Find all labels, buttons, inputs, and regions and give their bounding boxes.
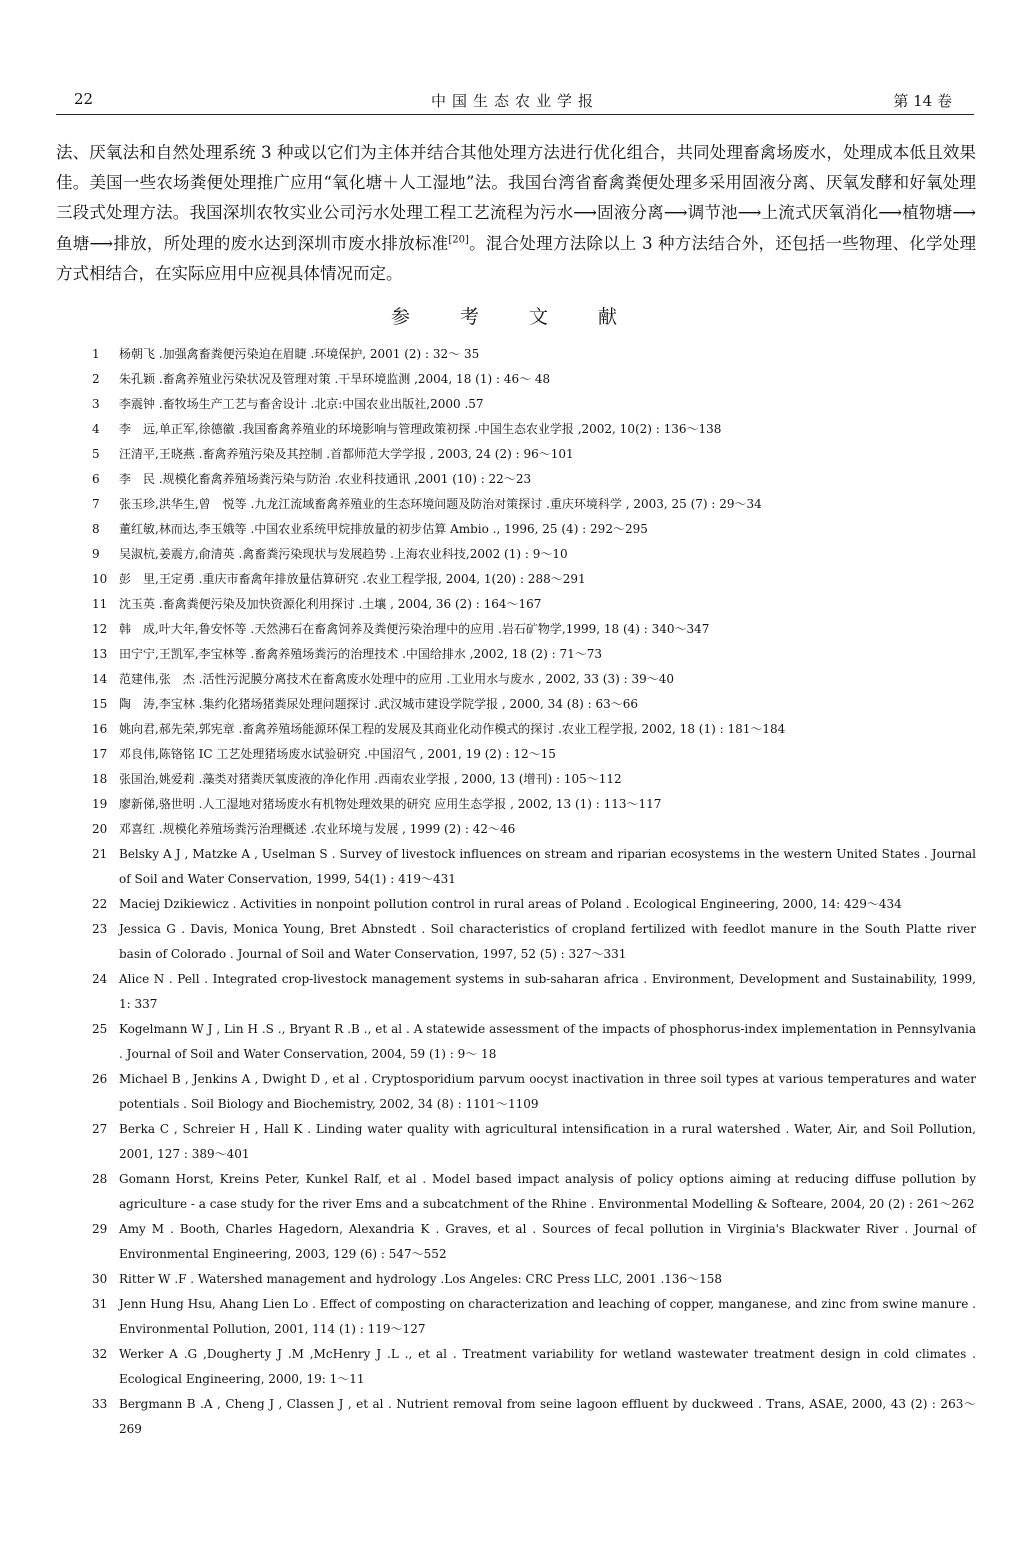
reference-item <box>92 367 976 392</box>
reference-item <box>92 1342 976 1392</box>
reference-number: 2 <box>92 372 100 386</box>
reference-number: 8 <box>92 522 100 536</box>
reference-text: 陶 涛,李宝林 .集约化猪场猪粪尿处理问题探讨 .武汉城市建设学院学报 , 2000, 34 (8) : 63～66 <box>119 697 638 711</box>
reference-number: 30 <box>92 1272 108 1286</box>
reference-number: 29 <box>92 1222 108 1236</box>
citation-marker[interactable]: [20] <box>448 234 469 246</box>
reference-item <box>92 392 976 417</box>
paragraph-text <box>56 138 976 289</box>
reference-item <box>92 817 976 842</box>
reference-number: 22 <box>92 897 108 911</box>
reference-number: 14 <box>92 672 108 686</box>
reference-number: 19 <box>92 797 108 811</box>
reference-list <box>92 342 976 1442</box>
page-number: 22 <box>74 90 94 108</box>
reference-number: 28 <box>92 1172 108 1186</box>
reference-item <box>92 842 976 892</box>
reference-item <box>92 892 976 917</box>
reference-number: 23 <box>92 922 108 936</box>
reference-number: 17 <box>92 747 108 761</box>
paragraph-end: 。混合处理方法除以上 3 种方法结合外，还包括一些物理、化学处理方式相结合，在实际应用中应视具体情况而定。 <box>56 233 976 283</box>
reference-item <box>92 767 976 792</box>
reference-item <box>92 1017 976 1067</box>
reference-item <box>92 342 976 367</box>
reference-text: Ritter W .F . Watershed management and hydrology .Los Angeles: CRC Press LLC, 2001 .136～158 <box>119 1272 723 1286</box>
reference-number: 10 <box>92 572 108 586</box>
reference-text: 李 远,单正军,徐德徽 .我国畜禽养殖业的环境影响与管理政策初探 .中国生态农业学报 ,2002, 10(2) : 136～138 <box>119 422 722 436</box>
reference-item <box>92 1392 976 1442</box>
reference-number: 7 <box>92 497 100 511</box>
reference-item <box>92 417 976 442</box>
running-header <box>56 90 974 115</box>
reference-number: 25 <box>92 1022 108 1036</box>
reference-text: 汪清平,王晓燕 .畜禽养殖污染及其控制 .首都师范大学学报 , 2003, 24 (2) : 96～101 <box>119 447 574 461</box>
reference-number: 18 <box>92 772 108 786</box>
reference-text: Amy M . Booth, Charles Hagedorn, Alexandria K . Graves, et al . Sources of fecal pollution in Virginia's Blackwater River . Journal of Environmental Engineering, 2003, 129 (6) : 547～552 <box>119 1222 976 1261</box>
reference-item <box>92 542 976 567</box>
reference-number: 3 <box>92 397 100 411</box>
reference-number: 15 <box>92 697 108 711</box>
reference-text: Gomann Horst, Kreins Peter, Kunkel Ralf, et al . Model based impact analysis of policy options aiming at reducing diffuse pollution by agriculture - a case study for the river Ems and a subcatchment of the Rhine . Environmental Modelling & Softeare, 2004, 20 (2) : 261～262 <box>119 1172 976 1211</box>
reference-number: 27 <box>92 1122 108 1136</box>
reference-text: Jenn Hung Hsu, Ahang Lien Lo . Effect of composting on characterization and leaching of copper, manganese, and zinc from swine manure . Environmental Pollution, 2001, 114 (1) : 119～127 <box>119 1297 976 1336</box>
reference-item <box>92 1117 976 1167</box>
reference-item <box>92 1067 976 1117</box>
reference-item <box>92 1292 976 1342</box>
reference-text: 廖新俤,骆世明 .人工湿地对猪场废水有机物处理效果的研究 应用生态学报 , 2002, 13 (1) : 113～117 <box>119 797 662 811</box>
reference-number: 24 <box>92 972 108 986</box>
reference-item <box>92 567 976 592</box>
reference-text: 董红敏,林而达,李玉娥等 .中国农业系统甲烷排放量的初步估算 Ambio ., 1996, 25 (4) : 292～295 <box>119 522 648 536</box>
reference-item <box>92 467 976 492</box>
reference-item <box>92 917 976 967</box>
reference-text: 李震钟 .畜牧场生产工艺与畜舍设计 .北京:中国农业出版社,2000 .57 <box>119 397 484 411</box>
reference-item <box>92 967 976 1017</box>
reference-text: 姚向君,郝先荣,郭宪章 .畜禽养殖场能源环保工程的发展及其商业化动作模式的探讨 .农业工程学报, 2002, 18 (1) : 181～184 <box>119 722 786 736</box>
reference-text: 张玉珍,洪华生,曾 悦等 .九龙江流域畜禽养殖业的生态环境问题及防治对策探讨 .重庆环境科学 , 2003, 25 (7) : 29～34 <box>119 497 762 511</box>
reference-text: 田宁宁,王凯军,李宝林等 .畜禽养殖场粪污的治理技术 .中国给排水 ,2002, 18 (2) : 71～73 <box>119 647 602 661</box>
reference-number: 33 <box>92 1397 108 1411</box>
reference-number: 13 <box>92 647 108 661</box>
volume-label: 第 14 卷 <box>893 92 952 110</box>
reference-item <box>92 592 976 617</box>
reference-item <box>92 517 976 542</box>
body-paragraph <box>56 138 976 289</box>
reference-text: 沈玉英 .畜禽粪便污染及加快资源化利用探讨 .土壤 , 2004, 36 (2) : 164～167 <box>119 597 542 611</box>
reference-item <box>92 692 976 717</box>
reference-text: Werker A .G ,Dougherty J .M ,McHenry J .L ., et al . Treatment variability for wetland wastewater treatment design in cold climates . Ecological Engineering, 2000, 19: 1～11 <box>119 1347 976 1386</box>
reference-number: 9 <box>92 547 100 561</box>
reference-text: 韩 成,叶大年,鲁安怀等 .天然沸石在畜禽饲养及粪便污染治理中的应用 .岩石矿物学,1999, 18 (4) : 340～347 <box>119 622 710 636</box>
reference-item <box>92 742 976 767</box>
journal-title: 中国生态农业学报 <box>430 92 599 110</box>
reference-number: 31 <box>92 1297 108 1311</box>
reference-number: 11 <box>92 597 108 611</box>
reference-item <box>92 792 976 817</box>
reference-text: 彭 里,王定勇 .重庆市畜禽年排放量估算研究 .农业工程学报, 2004, 1(20) : 288～291 <box>119 572 586 586</box>
reference-text: Jessica G . Davis, Monica Young, Bret Abnstedt . Soil characteristics of cropland fertilized with feedlot manure in the South Platte river basin of Colorado . Journal of Soil and Water Conservation, 1997, 52 (5) : 327～331 <box>119 922 976 961</box>
reference-text: Maciej Dzikiewicz . Activities in nonpoint pollution control in rural areas of Poland . Ecological Engineering, 2000, 14: 429～434 <box>119 897 902 911</box>
reference-text: 李 民 .规模化畜禽养殖场粪污染与防治 .农业科技通讯 ,2001 (10) : 22～23 <box>119 472 532 486</box>
reference-number: 21 <box>92 847 108 861</box>
references-heading: 参 考 文 献 <box>390 306 640 328</box>
reference-number: 12 <box>92 622 108 636</box>
reference-item <box>92 617 976 642</box>
reference-text: Michael B , Jenkins A , Dwight D , et al . Cryptosporidium parvum oocyst inactivation in three soil types at various temperatures and water potentials . Soil Biology and Biochemistry, 2002, 34 (8) : 1101～1109 <box>119 1072 976 1111</box>
reference-text: 邓喜红 .规模化养殖场粪污治理概述 .农业环境与发展 , 1999 (2) : 42～46 <box>119 822 516 836</box>
reference-item <box>92 717 976 742</box>
reference-number: 4 <box>92 422 100 436</box>
reference-number: 6 <box>92 472 100 486</box>
reference-text: Belsky A J , Matzke A , Uselman S . Survey of livestock influences on stream and riparian ecosystems in the western United States . Journal of Soil and Water Conservation, 1999, 54(1) : 419～431 <box>119 847 976 886</box>
reference-item <box>92 442 976 467</box>
reference-item <box>92 492 976 517</box>
reference-text: Berka C , Schreier H , Hall K . Linding water quality with agricultural intensification in a rural watershed . Water, Air, and Soil Pollution, 2001, 127 : 389～401 <box>119 1122 976 1161</box>
reference-item <box>92 642 976 667</box>
reference-item <box>92 1267 976 1292</box>
reference-item <box>92 1167 976 1217</box>
reference-text: Bergmann B .A , Cheng J , Classen J , et al . Nutrient removal from seine lagoon effluent by duckweed . Trans, ASAE, 2000, 43 (2) : 263～269 <box>119 1397 976 1436</box>
reference-number: 1 <box>92 347 100 361</box>
reference-item <box>92 1217 976 1267</box>
reference-item <box>92 667 976 692</box>
reference-text: Alice N . Pell . Integrated crop-livestock management systems in sub-saharan africa . Environment, Development and Sustainability, 1999, 1: 337 <box>119 972 976 1011</box>
reference-text: 邓良伟,陈铬铭 IC 工艺处理猪场废水试验研究 .中国沼气 , 2001, 19 (2) : 12～15 <box>119 747 556 761</box>
reference-text: Kogelmann W J , Lin H .S ., Bryant R .B ., et al . A statewide assessment of the impacts of phosphorus-index implementation in Pennsylvania . Journal of Soil and Water Conservation, 2004, 59 (1) : 9～ 18 <box>119 1022 976 1061</box>
reference-number: 26 <box>92 1072 108 1086</box>
reference-number: 5 <box>92 447 100 461</box>
reference-text: 杨朝飞 .加强禽畜粪便污染迫在眉睫 .环境保护, 2001 (2) : 32～ 35 <box>119 347 480 361</box>
reference-number: 20 <box>92 822 108 836</box>
reference-number: 16 <box>92 722 108 736</box>
reference-text: 范建伟,张 杰 .活性污泥膜分离技术在畜禽废水处理中的应用 .工业用水与废水 , 2002, 33 (3) : 39～40 <box>119 672 674 686</box>
reference-number: 32 <box>92 1347 108 1361</box>
reference-text: 吴淑杭,姜震方,俞清英 .禽畜粪污染现状与发展趋势 .上海农业科技,2002 (1) : 9～10 <box>119 547 568 561</box>
paragraph-main: 法、厌氧法和自然处理系统 3 种或以它们为主体并结合其他处理方法进行优化组合，共同处理畜禽场废水，处理成本低且效果佳。美国一些农场粪便处理推广应用“氧化塘＋人工湿地”法。我国台湾省畜禽粪便处理多采用固液分离、厌氧发酵和好氧处理三段式处理方法。我国深圳农牧实业公司污水处理工程工艺流程为污水⟶固液分离⟶调节池⟶上流式厌氧消化⟶植物塘⟶鱼塘⟶排放，所处理的废水达到深圳市废水排放标准 <box>56 143 976 253</box>
reference-text: 朱孔颖 .畜禽养殖业污染状况及管理对策 .干旱环境监测 ,2004, 18 (1) : 46～ 48 <box>119 372 551 386</box>
reference-text: 张国治,姚爱莉 .藻类对猪粪厌氧废液的净化作用 .西南农业学报 , 2000, 13 (增刊) : 105～112 <box>119 772 622 786</box>
